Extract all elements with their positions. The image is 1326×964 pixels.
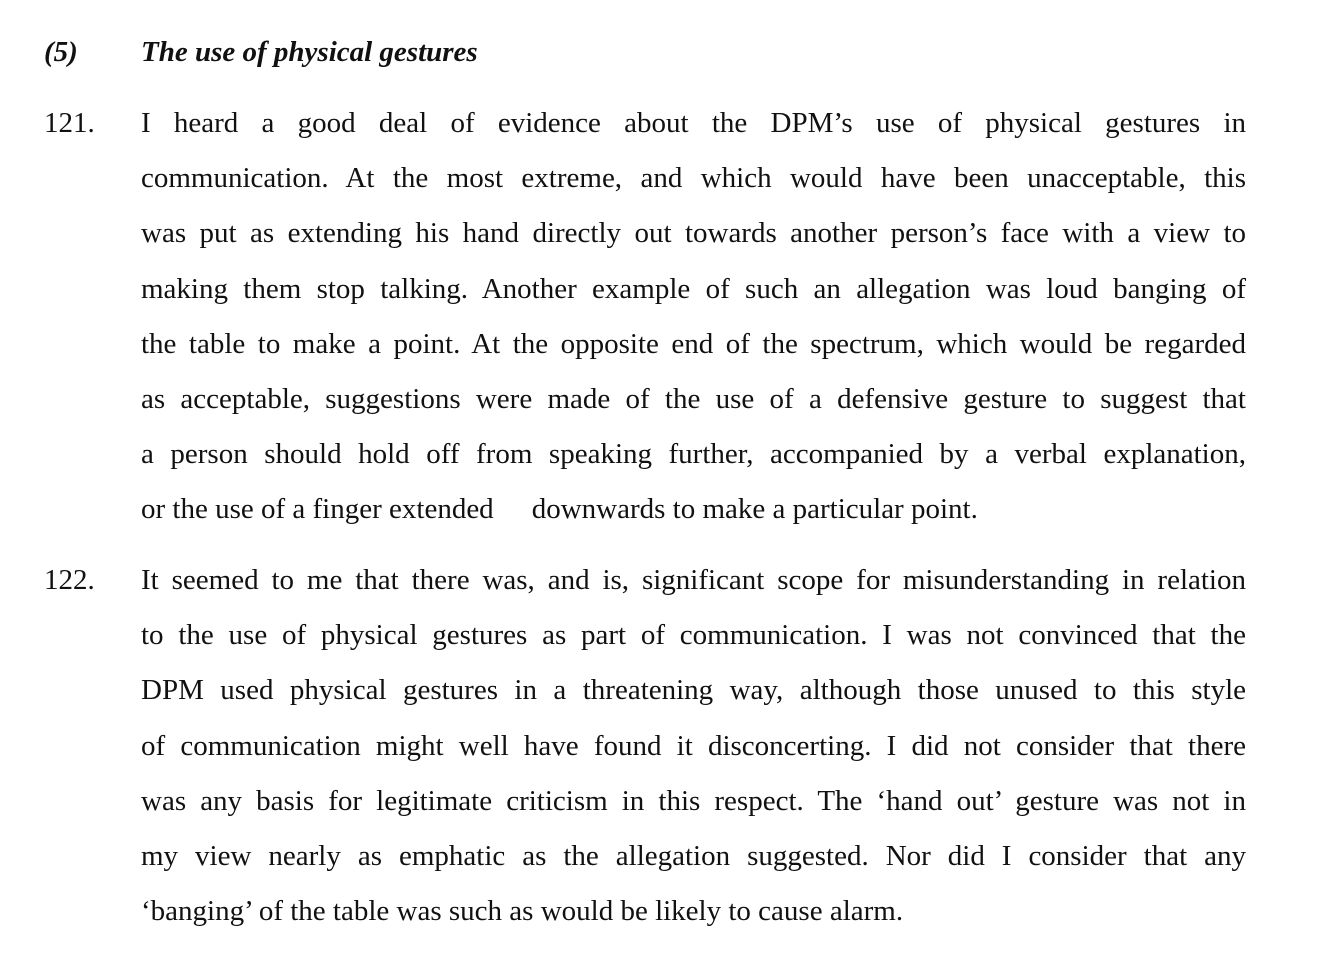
paragraph-line: to the use of physical gestures as part of communication. I was not convinced that the	[141, 619, 1246, 652]
paragraph-line: making them stop talking. Another example of such an allegation was loud banging of	[141, 272, 1246, 305]
paragraph-line: It seemed to me that there was, and is, significant scope for misunderstanding in relation	[141, 564, 1246, 596]
paragraph-line: the table to make a point. At the opposite end of the spectrum, which would be regarded	[141, 327, 1246, 360]
paragraph-line: communication. At the most extreme, and which would have been unacceptable, this	[141, 162, 1246, 195]
last-line-part-b: downwards to make a particular point.	[531, 493, 978, 526]
paragraph-number: 121.	[44, 107, 95, 139]
paragraph-last-line	[141, 482, 1246, 537]
section-title: The use of physical gestures	[141, 36, 478, 68]
section-heading	[0, 34, 1326, 74]
paragraph-line: a person should hold off from speaking further, accompanied by a verbal explanation,	[141, 438, 1246, 471]
paragraph-line: I heard a good deal of evidence about the DPM’s use of physical gestures in	[141, 107, 1246, 139]
paragraph-line: DPM used physical gestures in a threatening way, although those unused to this style	[141, 674, 1246, 707]
last-line-part-a: or the use of a finger extended	[141, 493, 494, 526]
paragraph-line: as acceptable, suggestions were made of the use of a defensive gesture to suggest that	[141, 382, 1246, 415]
paragraph-line: my view nearly as emphatic as the allegation suggested. Nor did I consider that any	[141, 839, 1246, 872]
paragraph-line: ‘banging’ of the table was such as would be likely to cause alarm.	[141, 895, 904, 928]
paragraph-text	[141, 553, 1246, 939]
paragraph-line: of communication might well have found it disconcerting. I did not consider that there	[141, 729, 1246, 762]
paragraph-text	[141, 96, 1246, 538]
paragraph-number: 122.	[44, 564, 95, 596]
paragraph-line: was any basis for legitimate criticism in this respect. The ‘hand out’ gesture was not in	[141, 784, 1246, 817]
section-number: (5)	[44, 36, 78, 68]
paragraph-line: was put as extending his hand directly out towards another person’s face with a view to	[141, 217, 1246, 250]
